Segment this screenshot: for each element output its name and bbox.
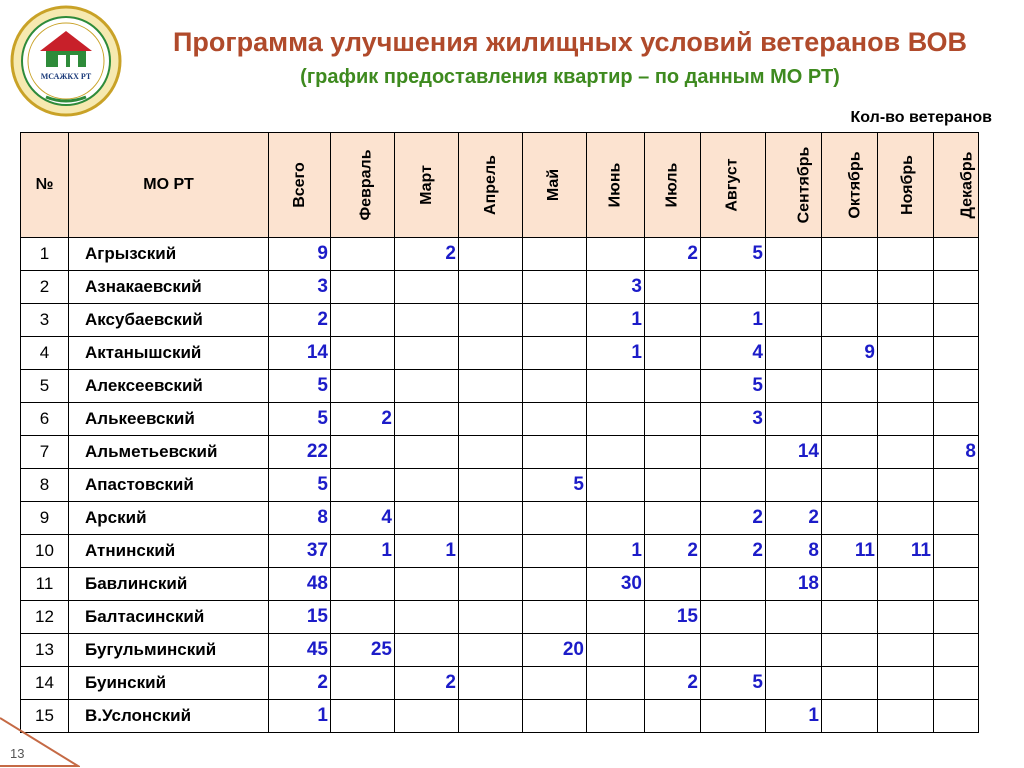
month-value: 18 (766, 568, 822, 601)
total-value: 15 (269, 601, 331, 634)
month-value (766, 304, 822, 337)
month-value (645, 436, 701, 469)
total-value: 2 (269, 667, 331, 700)
month-value: 5 (701, 370, 766, 403)
month-value (822, 238, 878, 271)
slide-number-badge (0, 716, 80, 768)
month-value: 1 (331, 535, 395, 568)
header-month (878, 133, 934, 238)
header-month (395, 133, 459, 238)
month-value (822, 667, 878, 700)
month-value (878, 568, 934, 601)
month-value (822, 502, 878, 535)
table-row (21, 568, 979, 601)
month-value: 4 (331, 502, 395, 535)
month-value (331, 601, 395, 634)
month-value: 8 (934, 436, 979, 469)
month-value (523, 271, 587, 304)
month-value (701, 634, 766, 667)
header-no: № (21, 133, 69, 238)
month-value: 2 (395, 238, 459, 271)
row-number: 8 (21, 469, 69, 502)
table-row (21, 304, 979, 337)
month-value (395, 568, 459, 601)
header-month-label: Май (545, 168, 563, 202)
month-value (395, 634, 459, 667)
month-value (587, 436, 645, 469)
month-value (701, 271, 766, 304)
month-value (331, 271, 395, 304)
month-value: 1 (701, 304, 766, 337)
month-value (934, 634, 979, 667)
month-value (331, 304, 395, 337)
month-value: 1 (587, 337, 645, 370)
row-number: 15 (21, 700, 69, 733)
month-value (395, 700, 459, 733)
month-value (934, 271, 979, 304)
month-value (331, 667, 395, 700)
row-number: 9 (21, 502, 69, 535)
month-value (587, 634, 645, 667)
table-row (21, 700, 979, 733)
month-value (878, 238, 934, 271)
month-value (587, 403, 645, 436)
month-value (331, 568, 395, 601)
month-value (766, 370, 822, 403)
month-value (523, 535, 587, 568)
month-value (331, 436, 395, 469)
header-month (587, 133, 645, 238)
month-value (459, 271, 523, 304)
page-subtitle: (график предоставления квартир – по данным МО РТ) (300, 66, 840, 88)
month-value (934, 403, 979, 436)
month-value (766, 271, 822, 304)
month-value (766, 238, 822, 271)
row-number: 3 (21, 304, 69, 337)
month-value (395, 337, 459, 370)
month-value (822, 370, 878, 403)
municipality-name: В.Услонский (69, 700, 269, 733)
ministry-logo (10, 5, 122, 117)
header-month (331, 133, 395, 238)
month-value (395, 271, 459, 304)
month-value (822, 304, 878, 337)
month-value: 14 (766, 436, 822, 469)
month-value: 1 (395, 535, 459, 568)
month-value (822, 568, 878, 601)
municipality-name: Бавлинский (69, 568, 269, 601)
month-value (645, 469, 701, 502)
month-value (395, 469, 459, 502)
header-month (934, 133, 979, 238)
month-value: 9 (822, 337, 878, 370)
month-value (645, 568, 701, 601)
month-value (587, 370, 645, 403)
table-row (21, 337, 979, 370)
month-value (331, 337, 395, 370)
month-value (766, 403, 822, 436)
month-value (878, 403, 934, 436)
header-month (459, 133, 523, 238)
month-value (701, 568, 766, 601)
row-number: 13 (21, 634, 69, 667)
month-value (331, 370, 395, 403)
month-value (587, 238, 645, 271)
month-value (701, 700, 766, 733)
municipality-name: Аксубаевский (69, 304, 269, 337)
month-value (878, 304, 934, 337)
month-value: 2 (701, 535, 766, 568)
header-month (701, 133, 766, 238)
header-month-label: Сентябрь (795, 146, 813, 224)
municipality-name: Бугульминский (69, 634, 269, 667)
month-value (587, 502, 645, 535)
total-value: 45 (269, 634, 331, 667)
month-value: 30 (587, 568, 645, 601)
month-value: 11 (822, 535, 878, 568)
total-value: 5 (269, 403, 331, 436)
row-number: 4 (21, 337, 69, 370)
municipality-name: Арский (69, 502, 269, 535)
header-month-label: Июнь (606, 162, 624, 208)
month-value (459, 601, 523, 634)
month-value (766, 469, 822, 502)
municipality-name: Альметьевский (69, 436, 269, 469)
month-value: 2 (395, 667, 459, 700)
month-value (459, 403, 523, 436)
total-value: 3 (269, 271, 331, 304)
month-value (459, 469, 523, 502)
month-value (395, 502, 459, 535)
municipality-name: Атнинский (69, 535, 269, 568)
month-value (645, 304, 701, 337)
month-value (459, 700, 523, 733)
total-value: 2 (269, 304, 331, 337)
total-value: 5 (269, 370, 331, 403)
total-value: 1 (269, 700, 331, 733)
month-value: 5 (701, 667, 766, 700)
month-value: 3 (701, 403, 766, 436)
month-value (645, 700, 701, 733)
month-value (878, 502, 934, 535)
month-value (587, 601, 645, 634)
month-value (587, 700, 645, 733)
month-value: 11 (878, 535, 934, 568)
month-value: 3 (587, 271, 645, 304)
header-month-label: Октябрь (846, 151, 864, 219)
month-value: 1 (587, 304, 645, 337)
header-month-label: Июль (663, 162, 681, 208)
header-month (822, 133, 878, 238)
month-value (523, 568, 587, 601)
month-value (331, 469, 395, 502)
month-value (459, 337, 523, 370)
month-value (459, 535, 523, 568)
month-value: 15 (645, 601, 701, 634)
month-value (934, 238, 979, 271)
month-value: 1 (766, 700, 822, 733)
total-value: 14 (269, 337, 331, 370)
month-value (878, 601, 934, 634)
month-value (766, 634, 822, 667)
month-value (878, 469, 934, 502)
month-value (459, 568, 523, 601)
row-number: 12 (21, 601, 69, 634)
month-value (331, 700, 395, 733)
month-value (395, 370, 459, 403)
month-value (459, 238, 523, 271)
month-value (878, 667, 934, 700)
municipality-name: Агрызский (69, 238, 269, 271)
page-title: Программа улучшения жилищных условий ветеранов ВОВ (172, 27, 968, 57)
month-value: 2 (645, 667, 701, 700)
month-value (523, 304, 587, 337)
month-value (523, 436, 587, 469)
month-value (934, 667, 979, 700)
table-header-row (21, 133, 979, 238)
month-value (523, 502, 587, 535)
row-number: 14 (21, 667, 69, 700)
month-value (822, 601, 878, 634)
month-value (459, 667, 523, 700)
table-row (21, 634, 979, 667)
month-value: 2 (645, 238, 701, 271)
total-value: 5 (269, 469, 331, 502)
table-row (21, 667, 979, 700)
month-value (645, 271, 701, 304)
header-month (523, 133, 587, 238)
month-value: 2 (701, 502, 766, 535)
month-value (645, 370, 701, 403)
month-value (523, 403, 587, 436)
month-value (645, 634, 701, 667)
month-value: 20 (523, 634, 587, 667)
month-value (766, 601, 822, 634)
total-value: 8 (269, 502, 331, 535)
header-month-label: Ноябрь (898, 155, 916, 215)
month-value (701, 601, 766, 634)
month-value (878, 337, 934, 370)
month-value (934, 502, 979, 535)
month-value: 2 (645, 535, 701, 568)
row-number: 6 (21, 403, 69, 436)
month-value: 1 (587, 535, 645, 568)
table-row (21, 370, 979, 403)
header-month-label: Март (417, 165, 435, 205)
month-value (822, 271, 878, 304)
municipality-name: Алькеевский (69, 403, 269, 436)
municipality-name: Буинский (69, 667, 269, 700)
month-value (822, 436, 878, 469)
header-total (269, 133, 331, 238)
month-value (523, 370, 587, 403)
header-month-label: Август (723, 158, 741, 212)
table-row (21, 535, 979, 568)
month-value (822, 634, 878, 667)
row-number: 11 (21, 568, 69, 601)
month-value (523, 700, 587, 733)
month-value (395, 436, 459, 469)
month-value (822, 700, 878, 733)
month-value (395, 601, 459, 634)
municipality-name: Алексеевский (69, 370, 269, 403)
apartments-schedule-table (20, 132, 979, 733)
month-value (934, 601, 979, 634)
month-value (766, 667, 822, 700)
total-value: 22 (269, 436, 331, 469)
month-value (878, 436, 934, 469)
total-value: 37 (269, 535, 331, 568)
row-number: 5 (21, 370, 69, 403)
header-total-label: Всего (290, 162, 308, 208)
month-value (878, 700, 934, 733)
table-row (21, 601, 979, 634)
header-month (766, 133, 822, 238)
table-row (21, 403, 979, 436)
header-mo: МО РТ (69, 133, 269, 238)
row-number: 7 (21, 436, 69, 469)
municipality-name: Апастовский (69, 469, 269, 502)
month-value (934, 337, 979, 370)
month-value (645, 337, 701, 370)
month-value (645, 403, 701, 436)
month-value (934, 469, 979, 502)
month-value (523, 238, 587, 271)
month-value (645, 502, 701, 535)
month-value (934, 535, 979, 568)
month-value (523, 667, 587, 700)
municipality-name: Актанышский (69, 337, 269, 370)
month-value (459, 304, 523, 337)
month-value (822, 403, 878, 436)
row-number: 1 (21, 238, 69, 271)
month-value (934, 304, 979, 337)
month-value (331, 238, 395, 271)
month-value (878, 370, 934, 403)
month-value: 5 (701, 238, 766, 271)
month-value (934, 700, 979, 733)
month-value: 8 (766, 535, 822, 568)
month-value (587, 469, 645, 502)
table-row (21, 469, 979, 502)
month-value (587, 667, 645, 700)
header-month-label: Декабрь (958, 151, 976, 219)
month-value (878, 271, 934, 304)
row-number: 2 (21, 271, 69, 304)
month-value: 2 (331, 403, 395, 436)
municipality-name: Азнакаевский (69, 271, 269, 304)
month-value (701, 436, 766, 469)
month-value (878, 634, 934, 667)
total-value: 9 (269, 238, 331, 271)
header-month-label: Апрель (481, 155, 499, 215)
month-value (523, 337, 587, 370)
row-number: 10 (21, 535, 69, 568)
table-row (21, 436, 979, 469)
month-value (934, 370, 979, 403)
municipality-name: Балтасинский (69, 601, 269, 634)
month-value (459, 436, 523, 469)
month-value (934, 568, 979, 601)
total-value: 48 (269, 568, 331, 601)
month-value (822, 469, 878, 502)
month-value: 25 (331, 634, 395, 667)
month-value (523, 601, 587, 634)
header-month-label: Февраль (357, 149, 375, 221)
month-value (395, 403, 459, 436)
units-label: Кол-во ветеранов (850, 109, 992, 126)
month-value (459, 502, 523, 535)
month-value (701, 469, 766, 502)
table-row (21, 502, 979, 535)
month-value (395, 304, 459, 337)
month-value: 2 (766, 502, 822, 535)
logo-text: МСАЖКХ РТ (40, 72, 92, 81)
table-row (21, 271, 979, 304)
month-value (766, 337, 822, 370)
header-month (645, 133, 701, 238)
month-value (459, 634, 523, 667)
month-value: 5 (523, 469, 587, 502)
table-row (21, 238, 979, 271)
slide-number: 13 (10, 746, 25, 761)
month-value: 4 (701, 337, 766, 370)
month-value (459, 370, 523, 403)
